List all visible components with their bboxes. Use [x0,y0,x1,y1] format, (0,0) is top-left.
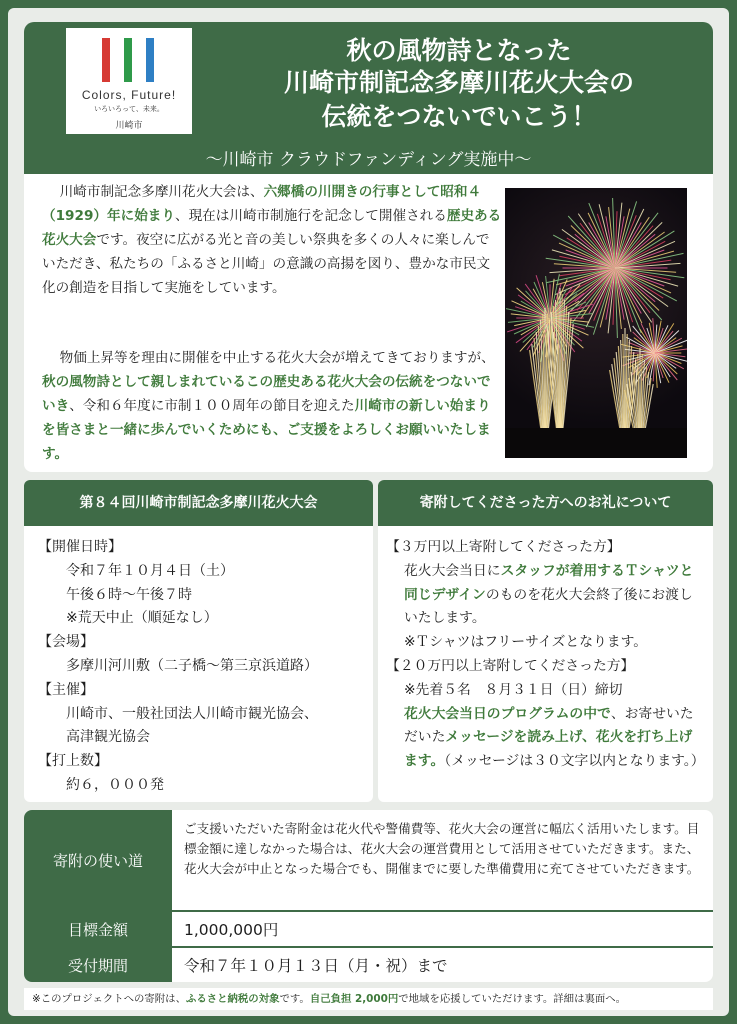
logo-brand: Colors, Future! [81,88,177,102]
date-label: 【開催日時】 [38,539,122,555]
organizer-line-1: 川崎市、一般社団法人川崎市観光協会、 [66,705,318,722]
donation-info-table [24,810,713,982]
venue-label: 【会場】 [38,634,94,651]
logo-red-bar [102,38,110,82]
tier2-limit: ※先着５名 ８月３１日（日）締切 [404,681,623,698]
highlight-text: ふるさと納税の対象 [185,993,280,1005]
highlight-text: 川崎市の新しい始まりを皆さまと一緒に歩んでいくためにも、ご支援をよろしくお願いいたします。 [42,398,491,462]
event-venue: 多摩川河川敷（二子橋〜第三京浜道路） [66,657,318,674]
goal-label: 目標金額 [24,912,172,946]
body-text: 、現在は川崎市制施行を記念して開催される [175,208,447,224]
goal-value: 1,000,000円 [184,921,279,939]
rewards-heading: 寄附してくださった方へのお礼について [378,480,713,526]
tier1-label: 【３万円以上寄附してくださった方】 [386,539,621,555]
body-text: 物価上昇等を理由に開催を中止する花火大会が増えてきておりますが、 [59,350,495,366]
body-text: ※このプロジェクトへの寄附は、 [32,993,186,1005]
use-text: ご支援いただいた寄附金は花火代や警備費等、花火大会の運営に幅広く活用いたします。目標金額に達しなかった場合は、花火大会の運営費用として活用させていただきます。また、花火大会が中止となった場合でも、開催までに要した準備費用に充てさせていただきます。 [184,821,700,876]
highlight-text: 秋の風物詩として親しまれているこの歴史ある花火大会の伝統をつないでいき [42,374,491,414]
intro-paragraph-2 [42,346,502,466]
fireworks-illustration [505,188,687,458]
body-text: 、令和６年度に市制１００周年の節目を迎えた [69,398,355,414]
fireworks-count: 約６，０００発 [66,776,164,793]
highlight-text: スタッフが着用するＴシャツと同じデザイン [404,562,694,603]
period-label: 受付期間 [24,948,172,982]
kawasaki-logo [66,28,192,134]
tier1-note: ※Ｔシャツはフリーサイズとなります。 [404,634,648,651]
table-row-goal [24,912,713,948]
rewards-box [378,480,713,802]
intro-panel [24,174,713,472]
event-heading: 第８４回川崎市制記念多摩川花火大会 [24,480,373,526]
event-details-box [24,480,373,802]
intro-paragraph-1 [42,180,502,300]
table-row-period [24,948,713,982]
logo-green-bar [124,38,132,82]
body-text: です。 [279,993,310,1005]
table-row-use [24,810,713,912]
logo-tagline: いろいろって、未来。 [94,105,164,113]
logo-blue-bar [146,38,154,82]
footnote [24,988,713,1010]
title-line-3: 伝統をつないでいこう！ [321,102,597,131]
highlight-text: メッセージを読み上げ、花火を打ち上げます。 [404,729,693,770]
body-text: 花火大会当日に [404,562,501,579]
event-date: 令和７年１０月４日（土） [66,562,234,579]
subtitle: 〜川崎市 クラウドファンディング実施中〜 [205,150,532,170]
body-text: 川崎市制記念多摩川花火大会は、 [59,184,264,200]
highlight-text: 六郷橋の川開きの行事として昭和４（1929）年に始まり [42,184,482,224]
title-line-2: 川崎市制記念多摩川花火大会の [283,68,634,97]
highlight-text: 歴史ある花火大会 [42,208,502,248]
body-text: 、お寄せいただいた [404,705,694,746]
body-text: で地域を応援していただけます。詳細は裏面へ。 [398,993,627,1005]
logo-city: 川崎市 [115,121,143,131]
city-silhouette [505,428,687,458]
tier1-body [386,560,705,631]
body-text: です。夜空に広がる光と音の美しい祭典を多くの人々に楽しんでいただき、私たちの「ふるさと川崎」の意識の高揚を図り、豊かな市民文化の創造を目指して実施をしています。 [42,232,491,296]
organizer-line-2: 高津観光協会 [66,729,150,746]
body-text: のものを花火大会終了後にお渡しいたします。 [404,586,693,627]
count-label: 【打上数】 [38,753,108,770]
highlight-text: 花火大会当日のプログラムの中で [404,705,611,722]
tier2-label: 【２０万円以上寄附してくださった方】 [386,657,635,674]
title-line-1: 秋の風物詩となった [346,36,572,65]
period-value: 令和７年１０月１３日（月・祝）まで [184,957,448,975]
fireworks-photo [505,188,687,458]
event-time: 午後６時〜午後７時 [66,586,192,603]
header-banner [24,22,713,174]
body-text: （メッセージは３０文字以内となります。） [444,753,705,770]
highlight-text: 自己負担 2,000円 [309,993,399,1005]
tier2-body [386,703,705,774]
use-label: 寄附の使い道 [24,810,172,910]
rain-note: ※荒天中止（順延なし） [66,610,218,627]
organizer-label: 【主催】 [38,681,94,698]
